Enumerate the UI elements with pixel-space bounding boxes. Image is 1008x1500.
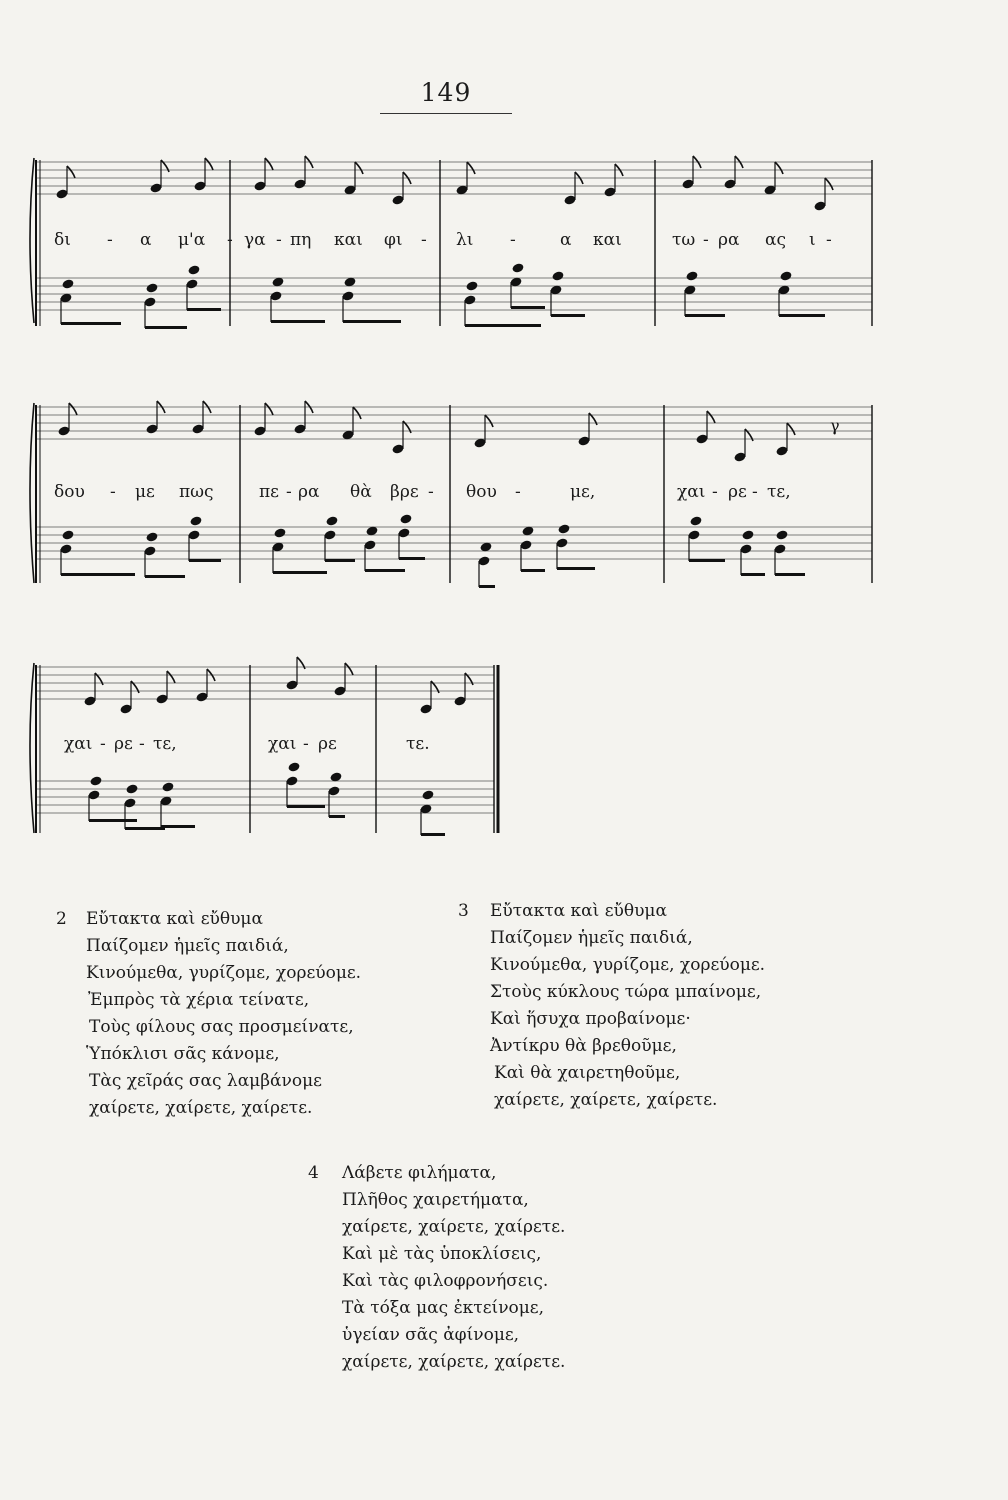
- lyric-hyphen: -: [421, 230, 427, 250]
- note-beam: [271, 320, 325, 323]
- note-beam: [689, 559, 725, 562]
- lyric-syllable: ρε: [728, 482, 747, 502]
- note-beam: [741, 573, 765, 576]
- note-beam: [521, 569, 545, 572]
- note-head: [685, 270, 698, 281]
- lyric-syllable: γα: [244, 230, 266, 250]
- stanza-line: Στοὺς κύκλους τώρα μπαίνομε,: [490, 982, 762, 1002]
- note-head: [465, 280, 478, 291]
- stanza-4: [308, 1160, 566, 1376]
- note-head: [89, 775, 102, 786]
- note-beam: [465, 324, 541, 327]
- stanza-line: χαίρετε, χαίρετε, χαίρετε.: [494, 1090, 718, 1110]
- stanza-line: Ἀντίκρυ θὰ βρεθοῦμε,: [490, 1036, 677, 1056]
- note-flag: [67, 166, 75, 178]
- note-head: [421, 789, 434, 800]
- lyric-syllable: βρε: [390, 482, 419, 502]
- note-beam: [145, 326, 187, 329]
- note-head: [741, 529, 754, 540]
- note-head: [689, 515, 702, 526]
- note-beam: [189, 559, 221, 562]
- lyric-hyphen: -: [428, 482, 434, 502]
- note-beam: [329, 815, 345, 818]
- note-beam: [685, 314, 725, 317]
- stanza-line: Τὰ τόξα μας ἐκτείνομε,: [342, 1298, 545, 1318]
- note-beam: [365, 569, 405, 572]
- stanza-line: Ὑπόκλισι σᾶς κάνομε,: [86, 1044, 280, 1064]
- lyric-hyphen: -: [303, 734, 309, 754]
- note-flag: [707, 411, 715, 423]
- lyric-syllable: με: [135, 482, 155, 502]
- lyric-hyphen: -: [826, 230, 832, 250]
- note-beam: [479, 585, 495, 588]
- lyric-syllable: ρε: [114, 734, 133, 754]
- lyric-hyphen: -: [515, 482, 521, 502]
- stanza-line: Καὶ μὲ τὰς ὑποκλίσεις,: [342, 1244, 542, 1264]
- note-head: [145, 531, 158, 542]
- note-beam: [779, 314, 825, 317]
- lyric-hyphen: -: [139, 734, 145, 754]
- lyric-hyphen: -: [712, 482, 718, 502]
- stanza-number: 4: [308, 1163, 319, 1183]
- note-head: [125, 783, 138, 794]
- lyric-syllable: και: [334, 230, 363, 250]
- lyric-syllable: δου: [54, 482, 85, 502]
- note-beam: [273, 571, 327, 574]
- note-head: [775, 529, 788, 540]
- brace: [30, 403, 34, 583]
- note-head: [511, 262, 524, 273]
- note-beam: [187, 308, 221, 311]
- lyric-syllable: θου: [466, 482, 497, 502]
- note-head: [187, 264, 200, 275]
- lyric-syllable: ρα: [298, 482, 320, 502]
- note-beam: [325, 559, 355, 562]
- note-flag: [467, 162, 475, 174]
- note-flag: [345, 663, 353, 675]
- lyric-syllable: πε: [259, 482, 279, 502]
- note-flag: [167, 671, 175, 683]
- stanza-line: Τοὺς φίλους σας προσμείνατε,: [89, 1017, 354, 1037]
- note-flag: [355, 162, 363, 174]
- lyric-syllable: πως: [179, 482, 214, 502]
- lyric-hyphen: -: [110, 482, 116, 502]
- note-flag: [485, 415, 493, 427]
- lyric-syllable: πη: [290, 230, 312, 250]
- lyric-hyphen: -: [227, 230, 233, 250]
- note-head: [287, 761, 300, 772]
- lyric-syllable: χαι: [268, 734, 297, 754]
- stanza-number: 2: [56, 909, 67, 929]
- lyric-hyphen: -: [752, 482, 758, 502]
- lyric-hyphen: -: [703, 230, 709, 250]
- note-beam: [421, 833, 445, 836]
- lyric-syllable: ρα: [718, 230, 740, 250]
- note-beam: [399, 557, 425, 560]
- note-head: [325, 515, 338, 526]
- stanza-line: Κινούμεθα, γυρίζομε, χορεύομε.: [86, 963, 362, 983]
- lyric-syllable: ας: [765, 230, 787, 250]
- note-beam: [775, 573, 805, 576]
- lyric-hyphen: -: [276, 230, 282, 250]
- note-flag: [265, 158, 273, 170]
- lyric-syllable: ρε: [318, 734, 337, 754]
- note-beam: [125, 827, 165, 830]
- stanza-line: Παίζομεν ἡμεῖς παιδιά,: [86, 936, 289, 956]
- note-head: [551, 270, 564, 281]
- stanza-line: Καὶ τὰς φιλοφρονήσεις.: [342, 1271, 549, 1291]
- note-beam: [287, 805, 325, 808]
- stanza-line: χαίρετε, χαίρετε, χαίρετε.: [89, 1098, 313, 1118]
- lyric-syllable: θὰ: [350, 482, 372, 502]
- lyric-syllable: τε.: [406, 734, 430, 754]
- page-number: 149: [420, 78, 472, 107]
- lyric-hyphen: -: [510, 230, 516, 250]
- note-beam: [551, 314, 585, 317]
- stanza-line: Εὔτακτα καὶ εὔθυμα: [86, 909, 263, 929]
- eighth-rest: γ: [830, 416, 840, 435]
- note-beam: [89, 819, 137, 822]
- lyric-syllable: α: [560, 230, 572, 250]
- note-beam: [161, 825, 195, 828]
- stanza-line: Κινούμεθα, γυρίζομε, χορεύομε.: [490, 955, 766, 975]
- lyric-syllable: με,: [570, 482, 596, 502]
- brace: [30, 663, 34, 833]
- lyric-hyphen: -: [286, 482, 292, 502]
- note-flag: [787, 423, 795, 435]
- lyric-hyphen: -: [107, 230, 113, 250]
- note-head: [399, 513, 412, 524]
- note-head: [273, 527, 286, 538]
- note-beam: [61, 573, 135, 576]
- note-head: [61, 529, 74, 540]
- note-beam: [61, 322, 121, 325]
- lyric-syllable: χαι: [677, 482, 706, 502]
- note-flag: [69, 403, 77, 415]
- stanza-number: 3: [458, 901, 469, 921]
- lyric-syllable: λι: [456, 230, 474, 250]
- note-head: [779, 270, 792, 281]
- note-head: [557, 523, 570, 534]
- lyric-syllable: δι: [54, 230, 71, 250]
- lyric-syllable: φι: [384, 230, 403, 250]
- stanza-line: Καὶ ἥσυχα προβαίνομε·: [490, 1009, 691, 1029]
- stanza-3: [458, 898, 766, 1114]
- brace: [30, 158, 34, 323]
- stanza-line: Τὰς χεῖράς σας λαμβάνομε: [89, 1071, 322, 1091]
- lyric-syllable: ι: [809, 230, 816, 250]
- note-beam: [557, 567, 595, 570]
- stanza-line: χαίρετε, χαίρετε, χαίρετε.: [342, 1352, 566, 1372]
- note-beam: [511, 306, 545, 309]
- lyric-syllable: α: [140, 230, 152, 250]
- stanza-line: Εὔτακτα καὶ εὔθυμα: [490, 901, 667, 921]
- music-system-1: [30, 150, 880, 340]
- note-head: [145, 282, 158, 293]
- lyric-syllable: τε,: [767, 482, 791, 502]
- lyric-hyphen: -: [100, 734, 106, 754]
- lyric-syllable: τω: [672, 230, 696, 250]
- stanza-line: Παίζομεν ἡμεῖς παιδιά,: [490, 928, 693, 948]
- note-head: [189, 515, 202, 526]
- lyric-syllable: μ'α: [178, 230, 206, 250]
- note-flag: [825, 178, 833, 190]
- stanza-line: Καὶ θὰ χαιρετηθοῦμε,: [494, 1063, 681, 1083]
- note-flag: [353, 407, 361, 419]
- note-beam: [145, 575, 185, 578]
- note-head: [61, 278, 74, 289]
- music-notation-1: [30, 150, 880, 340]
- stanza-2: [56, 906, 362, 1122]
- lyric-syllable: τε,: [153, 734, 177, 754]
- stanza-line: Ἐμπρὸς τὰ χέρια τείνατε,: [88, 990, 310, 1010]
- lyric-syllable: χαι: [64, 734, 93, 754]
- note-beam: [343, 320, 401, 323]
- lyric-syllable: και: [593, 230, 622, 250]
- note-flag: [205, 158, 213, 170]
- note-flag: [775, 162, 783, 174]
- note-flag: [265, 403, 273, 415]
- stanza-line: Πλῆθος χαιρετήματα,: [342, 1190, 529, 1210]
- stanza-line: χαίρετε, χαίρετε, χαίρετε.: [342, 1217, 566, 1237]
- stanza-line: ὑγείαν σᾶς ἀφίνομε,: [342, 1325, 520, 1345]
- stanza-line: Λάβετε φιλήματα,: [342, 1163, 497, 1183]
- page-number-rule: [380, 113, 512, 114]
- note-head: [161, 781, 174, 792]
